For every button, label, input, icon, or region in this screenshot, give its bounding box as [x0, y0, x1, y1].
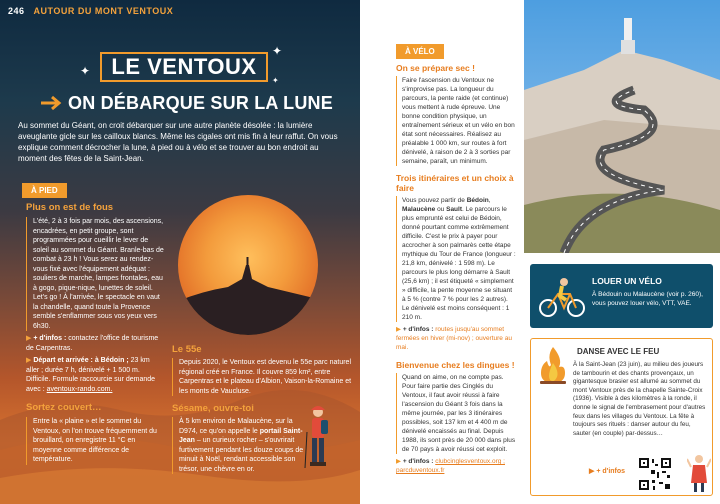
a-pied-info: contactez l'office de tourisme de Carpentras.	[26, 335, 159, 352]
a-pied-heading: Plus on est de fous	[26, 202, 114, 213]
sesame-body-1: À 5 km environ de Malaucène, sur la D974, ce qu'on appelle le	[179, 418, 293, 435]
a-pied-depart-label: Départ et arrivée : à Bédoin ;	[33, 357, 129, 364]
page-subtitle: ON DÉBARQUE SUR LA LUNE	[68, 93, 333, 113]
danse-feu-info	[589, 467, 625, 475]
page-number: 246	[8, 6, 25, 16]
a-pied-body: L'été, 2 à 3 fois par mois, des ascensions, encadrées, en petit groupe, sont programmées pour cueillir le lever de soleil au sommet du Géant. Branle-bas de combat à 23 h ! Vous serez au rendez-vous fixé avec l'équipement adéquat : souliers de marche, lampes frontales, eau à gogo, pique-nique, lunettes de soleil. Let's go ! À l'arrivée, le spectacle en vaut la chandelle, quand toute la Provence semble s'enflammer sous vos yeux vers 6h30.	[26, 217, 164, 331]
arrow-right-icon	[40, 95, 62, 111]
intro-text: Au sommet du Géant, on croit débarquer sur une autre planète désolée : la lumière aveuglante gicle sur les cailloux blancs. Même les cigales ont mis fin à leur raffut. On vous explique comment décrocher la lune, à pied ou à vélo et se trouver au bon endroit au moment des fêtes de la Saint-Jean.	[18, 121, 338, 163]
a-pied-section	[26, 202, 164, 465]
info-icon: ▶	[26, 335, 32, 342]
louer-velo-body: À Bédouin ou Malaucène (voir p. 260), vous pouvez louer vélo, VTT, VAE.	[592, 291, 703, 307]
a-pied-chip: À PIED	[22, 183, 67, 198]
cingles-link[interactable]: clubcinglesventoux.org ; parcduventoux.fr	[396, 458, 505, 474]
dingues-info-label: + d'infos :	[402, 458, 434, 465]
trois-body-1: Vous pouvez partir de	[402, 197, 465, 204]
trois-sep-1: ,	[488, 197, 491, 204]
dingues-body: Quand on aime, on ne compte pas. Pour faire partie des Cinglés du Ventoux, il faut avoir réussi à faire l'ascension du Géant 3 fois dans la même journée, par les 3 itinéraires possibles, soit 137 km et 4 400 m de dénivelé encaissés au final. Depuis 1988, ils sont près de 20 000 dans plus de 70 pays à avoir réussi cet exploit.	[396, 373, 516, 454]
sparkle-icon: ✦	[80, 64, 91, 78]
trois-info-label: + d'infos :	[402, 326, 434, 333]
louer-velo-box	[530, 264, 713, 328]
trois-bold-2: Malaucène	[402, 206, 436, 213]
running-title: AUTOUR DU MONT VENTOUX	[33, 6, 174, 16]
info-icon: ▶	[396, 458, 401, 465]
mountain-road-photo	[524, 0, 720, 253]
a-velo-body: Faire l'ascension du Ventoux ne s'improvise pas. La longueur du parcours, la pente raide (et continue) vous mettent à rude épreuve. Une bonne condition physique, un entraînement sérieux et un vélo en bon état sont nécessaires. Réalisez au préalable 1 000 km, sur routes à fort dénivelé, à raison de 2 à 3 sorties par semaine, paraît, un minimum.	[396, 76, 516, 166]
a-pied-info-label: + d'infos :	[33, 335, 67, 342]
sortez-heading: Sortez couvert…	[26, 402, 102, 413]
trois-heading: Trois itinéraires et un choix à faire	[396, 173, 514, 193]
walk-icon: ▶	[26, 357, 32, 364]
a-velo-heading: On se prépare sec !	[396, 63, 475, 73]
dingues-heading: Bienvenue chez les dingues !	[396, 360, 515, 370]
page-header	[8, 6, 173, 16]
trois-body	[396, 196, 516, 322]
trois-bold-3: Sault	[446, 206, 463, 213]
page-title: LE VENTOUX	[100, 52, 268, 82]
a-pied-depart: 23 km aller ; durée 7 h, dénivelé + 1 500 m. Difficile. Formule raccourcie sur demande avec :	[26, 357, 156, 393]
cyclist-icon	[538, 276, 586, 318]
sunset-photo	[178, 195, 318, 335]
sparkle-icon: ✦	[272, 76, 279, 85]
aventoux-rando-link[interactable]: aventoux-rando.com.	[46, 385, 113, 393]
louer-velo-title: LOUER UN VÉLO	[592, 276, 662, 286]
parc-body: Depuis 2020, le Ventoux est devenu le 55e parc naturel régional créé en France. Il couvre 859 km², entre Carpentras et le plateau d'Albion, Vaison-la-Romaine et les monts de Vaucluse.	[172, 358, 352, 396]
sesame-body-bold: portail Saint-Jean	[179, 427, 303, 444]
trois-info: routes jusqu'au sommet fermées en hiver (mi-nov) ; ouverture au mai.	[396, 326, 512, 351]
a-velo-section	[396, 63, 516, 475]
danse-feu-box	[530, 338, 713, 496]
danse-feu-info-label: + d'infos	[596, 468, 626, 475]
info-icon: ▶	[396, 326, 401, 333]
sesame-body-2: – un curieux rocher – s'ouvrirait furtivement pendant les douze coups de minuit à Noël, rendant accessible son trésor, une chèvre en or.	[179, 437, 304, 473]
hiker-illustration	[303, 402, 333, 472]
trois-bold-1: Bédoin	[466, 197, 489, 204]
qr-code-icon[interactable]	[637, 456, 673, 492]
a-velo-chip: À VÉLO	[396, 44, 444, 59]
danse-feu-title: DANSE AVEC LE FEU	[577, 347, 660, 356]
trois-body-2: . Le parcours le plus emprunté est celui de Bédoin, donné pourtant comme extrêmement difficile. C'est le prix à payer pour accrocher à son palmarès cette étape mythique du Tour de France (longueur : 21,8 km, dénivelé : 1 598 m). Le parcours le plus long démarre à Sault (25,6 km) ; il est étiqueté « simplement » difficile, la pente moyenne se situant à 5 % (contre 7 % pour les 2 autres). Le dénivelé est moins conséquent : 1 210 m.	[402, 206, 516, 321]
sesame-heading: Sésame, ouvre-toi	[172, 403, 254, 414]
info-icon: ▶	[589, 468, 595, 475]
mountain-silhouette	[178, 195, 318, 335]
trois-sep-2: ou	[437, 206, 445, 213]
sortez-body: Entre la « plaine » et le sommet du Ventoux, on l'on trouve fréquemment du brouillard, on enregistre 11 °C en moyenne comme différence de température.	[26, 417, 164, 465]
sparkle-icon: ✦	[272, 44, 283, 58]
parc-heading: Le 55e	[172, 344, 202, 355]
fire-icon	[537, 345, 569, 385]
sesame-body	[172, 417, 307, 474]
danse-feu-body: À la Saint-Jean (23 juin), au milieu des joueurs de tambourin et des chants provençaux, un gigantesque brasier est allumé au sommet du mont Ventoux près de la chapelle Sainte-Croix (1936). Visible à des kilomètres à la ronde, il donne le signal de l'embrasement pour d'autres feux dans les villages du Ventoux. La fête à toujours ses rituels : danser autour du feu, sauter (en couple) par-dessus…	[573, 361, 706, 437]
dancer-illustration	[687, 453, 711, 493]
